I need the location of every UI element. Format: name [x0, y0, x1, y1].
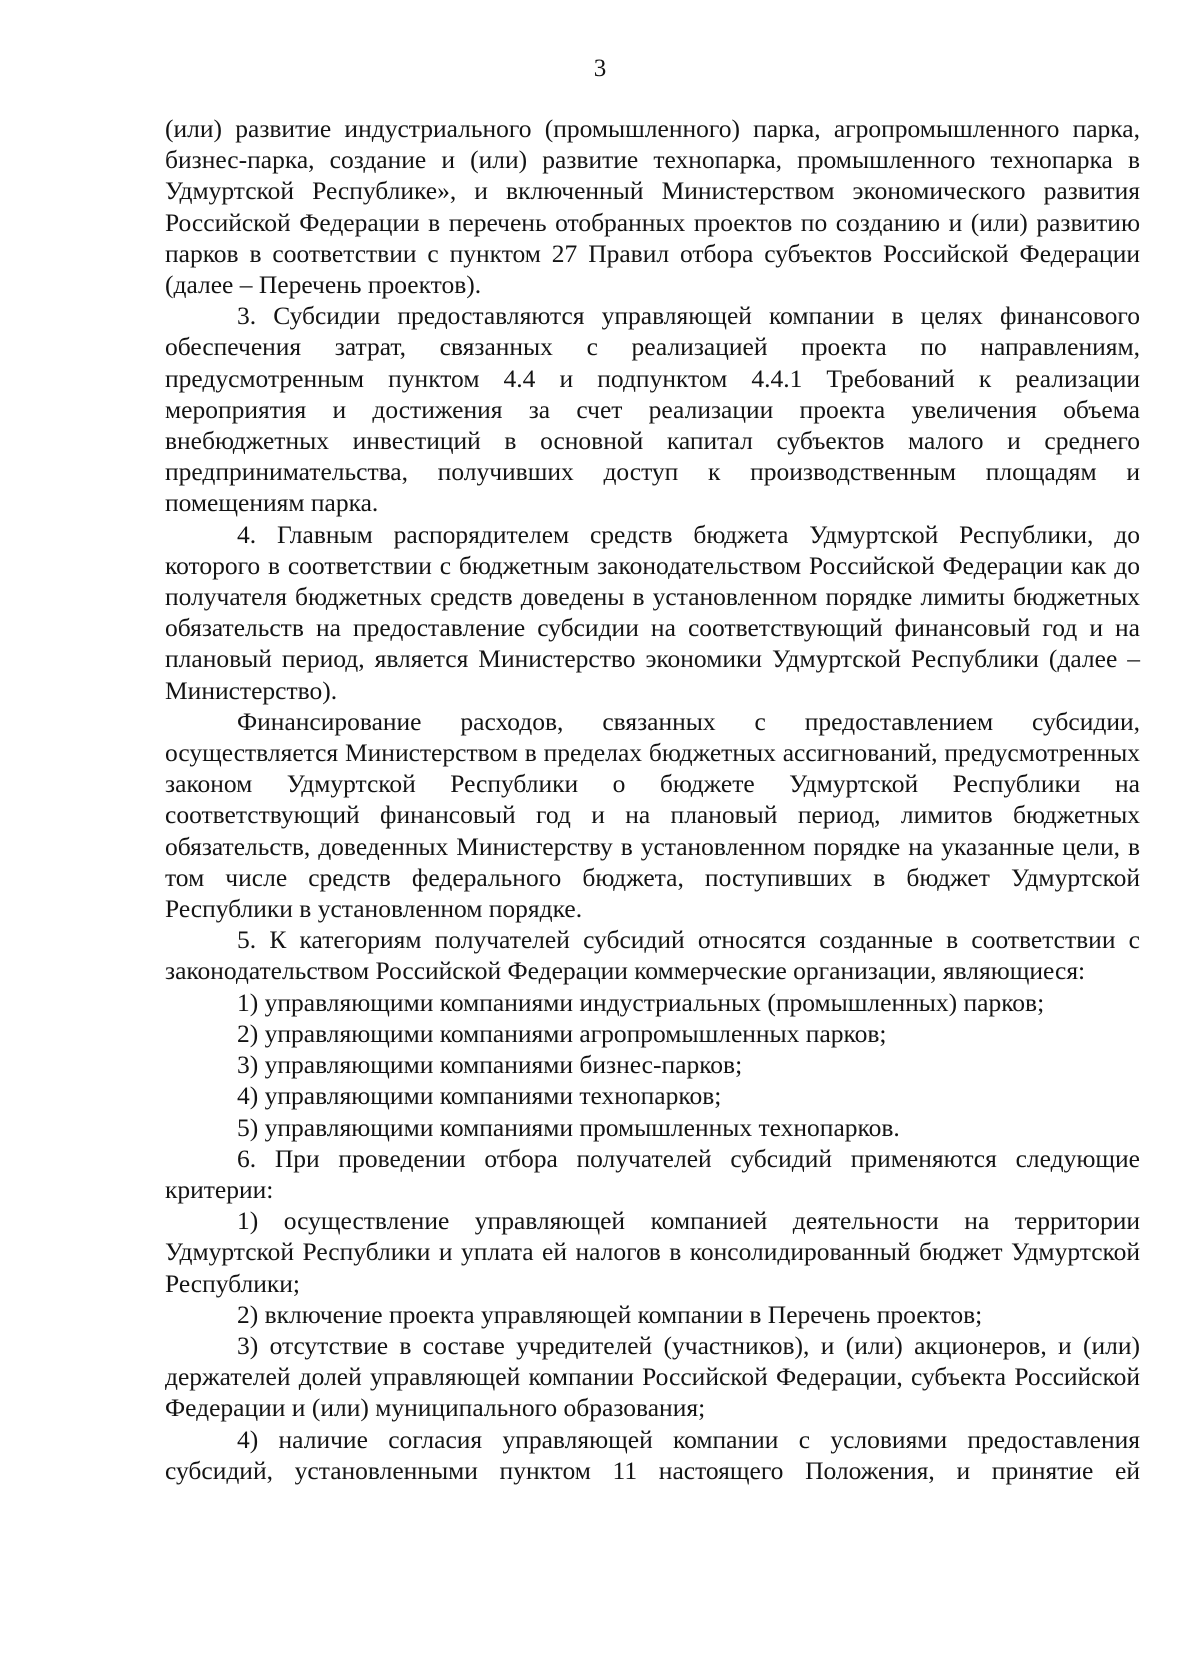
document-body [165, 113, 1140, 1486]
list-item-criterion-3: 3) отсутствие в составе учредителей (участников), и (или) акционеров, и (или) держателей долей управляющей компании Российской Федерации, субъекта Российской Федерации и (или) муниципального образования; [165, 1330, 1140, 1423]
list-item-category-1: 1) управляющими компаниями индустриальных (промышленных) парков; [237, 987, 1045, 1017]
paragraph-3: 3. Субсидии предоставляются управляющей компании в целях финансового обеспечения затрат, связанных с реализацией проекта по направлениям, предусмотренным пунктом 4.4 и подпунктом 4.4.1 Требований к реализации мероприятия и достижения за счет реализации проекта увеличения объема внебюджетных инвестиций в основной капитал субъектов малого и среднего предпринимательства, получивших доступ к производственным площадям и помещениям парка. [165, 301, 1140, 518]
paragraph-6: 6. При проведении отбора получателей субсидий применяются следующие критерии: [165, 1143, 1140, 1204]
list-item-category-5: 5) управляющими компаниями промышленных технопарков. [237, 1112, 900, 1142]
list-item-criterion-1: 1) осуществление управляющей компанией деятельности на территории Удмуртской Республики и уплата ей налогов в консолидированный бюджет Удмуртской Республики; [165, 1206, 1140, 1298]
paragraph-5: 5. К категориям получателей субсидий относятся созданные в соответствии с законодательством Российской Федерации коммерческие организации, являющиеся: [165, 925, 1140, 986]
paragraph-4: 4. Главным распорядителем средств бюджета Удмуртской Республики, до которого в соответствии с бюджетным законодательством Российской Федерации как до получателя бюджетных средств доведены в установленном порядке лимиты бюджетных обязательств на предоставление субсидии на соответствующий финансовый год и на плановый период, является Министерство экономики Удмуртской Республики (далее – Министерство). [165, 519, 1140, 705]
list-item-criterion-4: 4) наличие согласия управляющей компании с условиями предоставления субсидий, установленными пунктом 11 настоящего Положения, и принятие ей [165, 1424, 1140, 1485]
list-item-category-2: 2) управляющими компаниями агропромышленных парков; [237, 1018, 887, 1048]
list-item-category-3: 3) управляющими компаниями бизнес-парков; [237, 1050, 743, 1080]
list-item-criterion-2: 2) включение проекта управляющей компании в Перечень проектов; [237, 1299, 983, 1329]
paragraph-continuation: (или) развитие индустриального (промышленного) парка, агропромышленного парка, бизнес-парка, создание и (или) развитие технопарка, промышленного технопарка в Удмуртской Республике», и включенный Министерством экономического развития Российской Федерации в перечень отобранных проектов по созданию и (или) развитию парков в соответствии с пунктом 27 Правил отбора субъектов Российской Федерации (далее – Перечень проектов). [165, 114, 1140, 300]
paragraph-4-financing: Финансирование расходов, связанных с предоставлением субсидии, осуществляется Министерством в пределах бюджетных ассигнований, предусмотренных законом Удмуртской Республики о бюджете Удмуртской Республики на соответствующий финансовый год и на плановый период, лимитов бюджетных обязательств, доведенных Министерству в установленном порядке на указанные цели, в том числе средств федерального бюджета, поступивших в бюджет Удмуртской Республики в установленном порядке. [165, 706, 1140, 924]
list-item-category-4: 4) управляющими компаниями технопарков; [237, 1081, 722, 1111]
page-number: 3 [593, 55, 607, 82]
